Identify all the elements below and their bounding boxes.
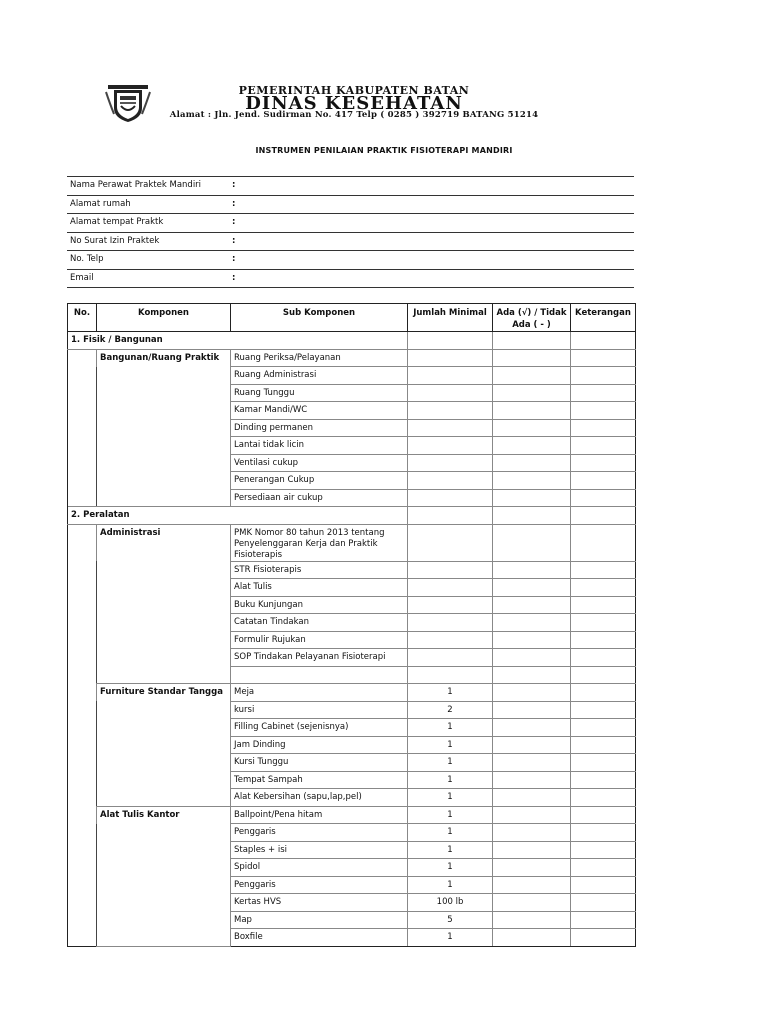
keterangan-cell[interactable] xyxy=(571,894,636,912)
keterangan-cell[interactable] xyxy=(571,789,636,807)
jumlah-cell[interactable]: 1 xyxy=(408,736,493,754)
no-cell xyxy=(68,402,97,420)
identity-label: Alamat rumah xyxy=(70,198,131,209)
jumlah-cell[interactable]: 1 xyxy=(408,684,493,702)
keterangan-cell[interactable] xyxy=(571,384,636,402)
identity-label: No. Telp xyxy=(70,254,104,264)
no-cell xyxy=(68,771,97,789)
sub-component-cell: Alat Tulis xyxy=(231,579,408,597)
identity-colon: : xyxy=(232,272,236,283)
no-cell xyxy=(68,911,97,929)
letterhead xyxy=(100,84,546,124)
jumlah-cell[interactable] xyxy=(408,349,493,367)
table-row xyxy=(68,349,636,367)
no-cell xyxy=(68,806,97,824)
no-cell xyxy=(68,367,97,385)
sub-component-cell: Kertas HVS xyxy=(231,894,408,912)
header-komponen: Komponen xyxy=(97,304,231,332)
jumlah-cell[interactable] xyxy=(408,472,493,490)
section-label: 2. Peralatan xyxy=(68,507,408,525)
jumlah-cell[interactable]: 1 xyxy=(408,789,493,807)
ada-cell[interactable] xyxy=(493,579,571,597)
sub-component-cell: Filling Cabinet (sejenisnya) xyxy=(231,719,408,737)
sub-component-cell: Penerangan Cukup xyxy=(231,472,408,490)
no-cell xyxy=(68,472,97,490)
jumlah-cell[interactable] xyxy=(408,437,493,455)
no-cell xyxy=(68,754,97,772)
no-cell xyxy=(68,454,97,472)
jumlah-cell[interactable] xyxy=(408,614,493,632)
sub-component-cell: Persediaan air cukup xyxy=(231,489,408,507)
jumlah-cell[interactable] xyxy=(408,579,493,597)
ada-cell[interactable] xyxy=(493,806,571,824)
sub-component-cell: Lantai tidak licin xyxy=(231,437,408,455)
jumlah-cell[interactable] xyxy=(408,402,493,420)
keterangan-cell[interactable] xyxy=(571,911,636,929)
sub-component-cell xyxy=(231,666,408,684)
identity-colon: : xyxy=(232,198,236,209)
component-label: Furniture Standar Tangga xyxy=(97,684,231,807)
keterangan-cell[interactable] xyxy=(571,754,636,772)
batang-regency-emblem-logo xyxy=(100,84,156,124)
sub-component-cell: Ruang Periksa/Pelayanan xyxy=(231,349,408,367)
no-cell xyxy=(68,524,97,561)
sub-component-cell: Formulir Rujukan xyxy=(231,631,408,649)
jumlah-cell[interactable] xyxy=(408,332,493,350)
no-cell xyxy=(68,666,97,684)
table-row xyxy=(68,684,636,702)
sub-component-cell: Catatan Tindakan xyxy=(231,614,408,632)
sub-component-cell: Spidol xyxy=(231,859,408,877)
keterangan-cell[interactable] xyxy=(571,596,636,614)
identity-row-email[interactable] xyxy=(67,269,634,289)
jumlah-cell[interactable] xyxy=(408,489,493,507)
ada-cell[interactable] xyxy=(493,454,571,472)
letterhead-agency-name: DINAS KESEHATAN xyxy=(245,93,463,114)
no-cell xyxy=(68,614,97,632)
jumlah-cell[interactable]: 5 xyxy=(408,911,493,929)
jumlah-cell[interactable]: 1 xyxy=(408,754,493,772)
no-cell xyxy=(68,859,97,877)
component-label: Alat Tulis Kantor xyxy=(97,806,231,946)
keterangan-cell[interactable] xyxy=(571,561,636,579)
jumlah-cell[interactable]: 1 xyxy=(408,824,493,842)
ada-cell[interactable] xyxy=(493,614,571,632)
table-header-row xyxy=(68,304,636,332)
keterangan-cell[interactable] xyxy=(571,859,636,877)
ada-cell[interactable] xyxy=(493,332,571,350)
ada-cell[interactable] xyxy=(493,929,571,947)
jumlah-cell[interactable]: 1 xyxy=(408,841,493,859)
header-sub-komponen: Sub Komponen xyxy=(231,304,408,332)
identity-row-practice-address[interactable] xyxy=(67,213,634,232)
no-cell xyxy=(68,824,97,842)
sub-component-cell: STR Fisioterapis xyxy=(231,561,408,579)
section-row-peralatan xyxy=(68,507,636,525)
keterangan-cell[interactable] xyxy=(571,524,636,561)
identity-label: No Surat Izin Praktek xyxy=(70,235,160,246)
keterangan-cell[interactable] xyxy=(571,736,636,754)
identity-colon: : xyxy=(232,217,236,227)
no-cell xyxy=(68,701,97,719)
jumlah-cell[interactable] xyxy=(408,596,493,614)
no-cell xyxy=(68,419,97,437)
identity-colon: : xyxy=(232,235,236,246)
keterangan-cell[interactable] xyxy=(571,367,636,385)
identity-label: Nama Perawat Praktek Mandiri xyxy=(70,180,202,190)
sub-component-cell: Jam Dinding xyxy=(231,736,408,754)
sub-component-cell: PMK Nomor 80 tahun 2013 tentang Penyelenggaran Kerja dan Praktik Fisioterapis xyxy=(231,524,408,561)
ada-cell[interactable] xyxy=(493,384,571,402)
sub-component-cell: Ruang Tunggu xyxy=(231,384,408,402)
no-cell xyxy=(68,631,97,649)
ada-cell[interactable] xyxy=(493,859,571,877)
identity-row-license[interactable] xyxy=(67,232,634,251)
ada-cell[interactable] xyxy=(493,349,571,367)
identity-colon: : xyxy=(232,180,236,190)
sub-component-cell: kursi xyxy=(231,701,408,719)
sub-component-cell: Penggaris xyxy=(231,824,408,842)
ada-cell[interactable] xyxy=(493,472,571,490)
keterangan-cell[interactable] xyxy=(571,454,636,472)
sub-component-cell: Ventilasi cukup xyxy=(231,454,408,472)
jumlah-cell[interactable] xyxy=(408,367,493,385)
ada-cell[interactable] xyxy=(493,789,571,807)
letterhead-address: Alamat : Jln. Jend. Sudirman No. 417 Telp ( 0285 ) 392719 BATANG 51214 xyxy=(169,110,539,120)
ada-cell[interactable] xyxy=(493,719,571,737)
jumlah-cell[interactable]: 1 xyxy=(408,719,493,737)
assessment-table xyxy=(67,303,636,947)
identity-row-home-address[interactable] xyxy=(67,195,634,214)
sub-component-cell: Alat Kebersihan (sapu,lap,pel) xyxy=(231,789,408,807)
jumlah-cell[interactable] xyxy=(408,649,493,667)
jumlah-cell[interactable]: 1 xyxy=(408,806,493,824)
ada-cell[interactable] xyxy=(493,596,571,614)
jumlah-cell[interactable] xyxy=(408,561,493,579)
sub-component-cell: Buku Kunjungan xyxy=(231,596,408,614)
no-cell xyxy=(68,579,97,597)
no-cell xyxy=(68,561,97,579)
no-cell xyxy=(68,649,97,667)
header-no: No. xyxy=(68,304,97,332)
ada-cell[interactable] xyxy=(493,824,571,842)
no-cell xyxy=(68,596,97,614)
sub-component-cell: Staples + isi xyxy=(231,841,408,859)
sub-component-cell: Map xyxy=(231,911,408,929)
jumlah-cell[interactable] xyxy=(408,384,493,402)
keterangan-cell[interactable] xyxy=(571,579,636,597)
no-cell xyxy=(68,929,97,947)
table-row xyxy=(68,806,636,824)
sub-component-cell: Ruang Administrasi xyxy=(231,367,408,385)
jumlah-cell[interactable] xyxy=(408,454,493,472)
no-cell xyxy=(68,719,97,737)
jumlah-cell[interactable] xyxy=(408,666,493,684)
ada-cell[interactable] xyxy=(493,684,571,702)
keterangan-cell[interactable] xyxy=(571,701,636,719)
ada-cell[interactable] xyxy=(493,754,571,772)
ada-cell[interactable] xyxy=(493,736,571,754)
keterangan-cell[interactable] xyxy=(571,472,636,490)
component-label: Bangunan/Ruang Praktik xyxy=(97,349,231,507)
ada-cell[interactable] xyxy=(493,631,571,649)
keterangan-cell[interactable] xyxy=(571,631,636,649)
sub-component-cell: Penggaris xyxy=(231,876,408,894)
ada-cell[interactable] xyxy=(493,894,571,912)
identity-form xyxy=(67,176,634,288)
ada-cell[interactable] xyxy=(493,911,571,929)
ada-cell[interactable] xyxy=(493,437,571,455)
keterangan-cell[interactable] xyxy=(571,684,636,702)
jumlah-cell[interactable] xyxy=(408,631,493,649)
keterangan-cell[interactable] xyxy=(571,771,636,789)
ada-cell[interactable] xyxy=(493,876,571,894)
jumlah-cell[interactable]: 1 xyxy=(408,876,493,894)
jumlah-cell[interactable] xyxy=(408,419,493,437)
identity-row-name[interactable] xyxy=(67,176,634,195)
keterangan-cell[interactable] xyxy=(571,876,636,894)
ada-cell[interactable] xyxy=(493,841,571,859)
sub-component-cell: SOP Tindakan Pelayanan Fisioterapi xyxy=(231,649,408,667)
keterangan-cell[interactable] xyxy=(571,507,636,525)
sub-component-cell: Meja xyxy=(231,684,408,702)
keterangan-cell[interactable] xyxy=(571,489,636,507)
no-cell xyxy=(68,489,97,507)
document-title: INSTRUMEN PENILAIAN PRAKTIK FISIOTERAPI MANDIRI xyxy=(255,146,513,155)
sub-component-cell: Boxfile xyxy=(231,929,408,947)
ada-cell[interactable] xyxy=(493,649,571,667)
keterangan-cell[interactable] xyxy=(571,666,636,684)
ada-cell[interactable] xyxy=(493,507,571,525)
table-row xyxy=(68,524,636,561)
keterangan-cell[interactable] xyxy=(571,824,636,842)
header-ada-tidak-ada: Ada (√) / Tidak Ada ( - ) xyxy=(493,304,571,332)
jumlah-cell[interactable]: 1 xyxy=(408,929,493,947)
keterangan-cell[interactable] xyxy=(571,332,636,350)
ada-cell[interactable] xyxy=(493,561,571,579)
table-body xyxy=(68,332,636,947)
no-cell xyxy=(68,894,97,912)
section-label: 1. Fisik / Bangunan xyxy=(68,332,408,350)
identity-row-phone[interactable] xyxy=(67,250,634,269)
jumlah-cell[interactable]: 2 xyxy=(408,701,493,719)
keterangan-cell[interactable] xyxy=(571,649,636,667)
keterangan-cell[interactable] xyxy=(571,402,636,420)
no-cell xyxy=(68,437,97,455)
ada-cell[interactable] xyxy=(493,771,571,789)
sub-component-cell: Kursi Tunggu xyxy=(231,754,408,772)
jumlah-cell[interactable]: 100 lb xyxy=(408,894,493,912)
keterangan-cell[interactable] xyxy=(571,719,636,737)
no-cell xyxy=(68,789,97,807)
sub-component-cell: Dinding permanen xyxy=(231,419,408,437)
no-cell xyxy=(68,349,97,367)
identity-label: Email xyxy=(70,272,94,283)
jumlah-cell[interactable] xyxy=(408,524,493,561)
keterangan-cell[interactable] xyxy=(571,349,636,367)
ada-cell[interactable] xyxy=(493,666,571,684)
no-cell xyxy=(68,684,97,702)
jumlah-cell[interactable]: 1 xyxy=(408,859,493,877)
keterangan-cell[interactable] xyxy=(571,929,636,947)
ada-cell[interactable] xyxy=(493,701,571,719)
no-cell xyxy=(68,876,97,894)
component-label: Administrasi xyxy=(97,524,231,684)
keterangan-cell[interactable] xyxy=(571,841,636,859)
jumlah-cell[interactable]: 1 xyxy=(408,771,493,789)
no-cell xyxy=(68,736,97,754)
no-cell xyxy=(68,841,97,859)
letterhead-government-name: PEMERINTAH KABUPATEN BATAN xyxy=(238,84,470,97)
identity-label: Alamat tempat Praktk xyxy=(70,217,164,227)
ada-cell[interactable] xyxy=(493,419,571,437)
keterangan-cell[interactable] xyxy=(571,806,636,824)
ada-cell[interactable] xyxy=(493,524,571,561)
header-jumlah-minimal: Jumlah Minimal xyxy=(408,304,493,332)
keterangan-cell[interactable] xyxy=(571,614,636,632)
no-cell xyxy=(68,384,97,402)
jumlah-cell[interactable] xyxy=(408,507,493,525)
keterangan-cell[interactable] xyxy=(571,419,636,437)
header-keterangan: Keterangan xyxy=(571,304,636,332)
sub-component-cell: Kamar Mandi/WC xyxy=(231,402,408,420)
sub-component-cell: Ballpoint/Pena hitam xyxy=(231,806,408,824)
identity-colon: : xyxy=(232,254,236,264)
section-row-fisik xyxy=(68,332,636,350)
sub-component-cell: Tempat Sampah xyxy=(231,771,408,789)
keterangan-cell[interactable] xyxy=(571,437,636,455)
ada-cell[interactable] xyxy=(493,489,571,507)
ada-cell[interactable] xyxy=(493,367,571,385)
ada-cell[interactable] xyxy=(493,402,571,420)
